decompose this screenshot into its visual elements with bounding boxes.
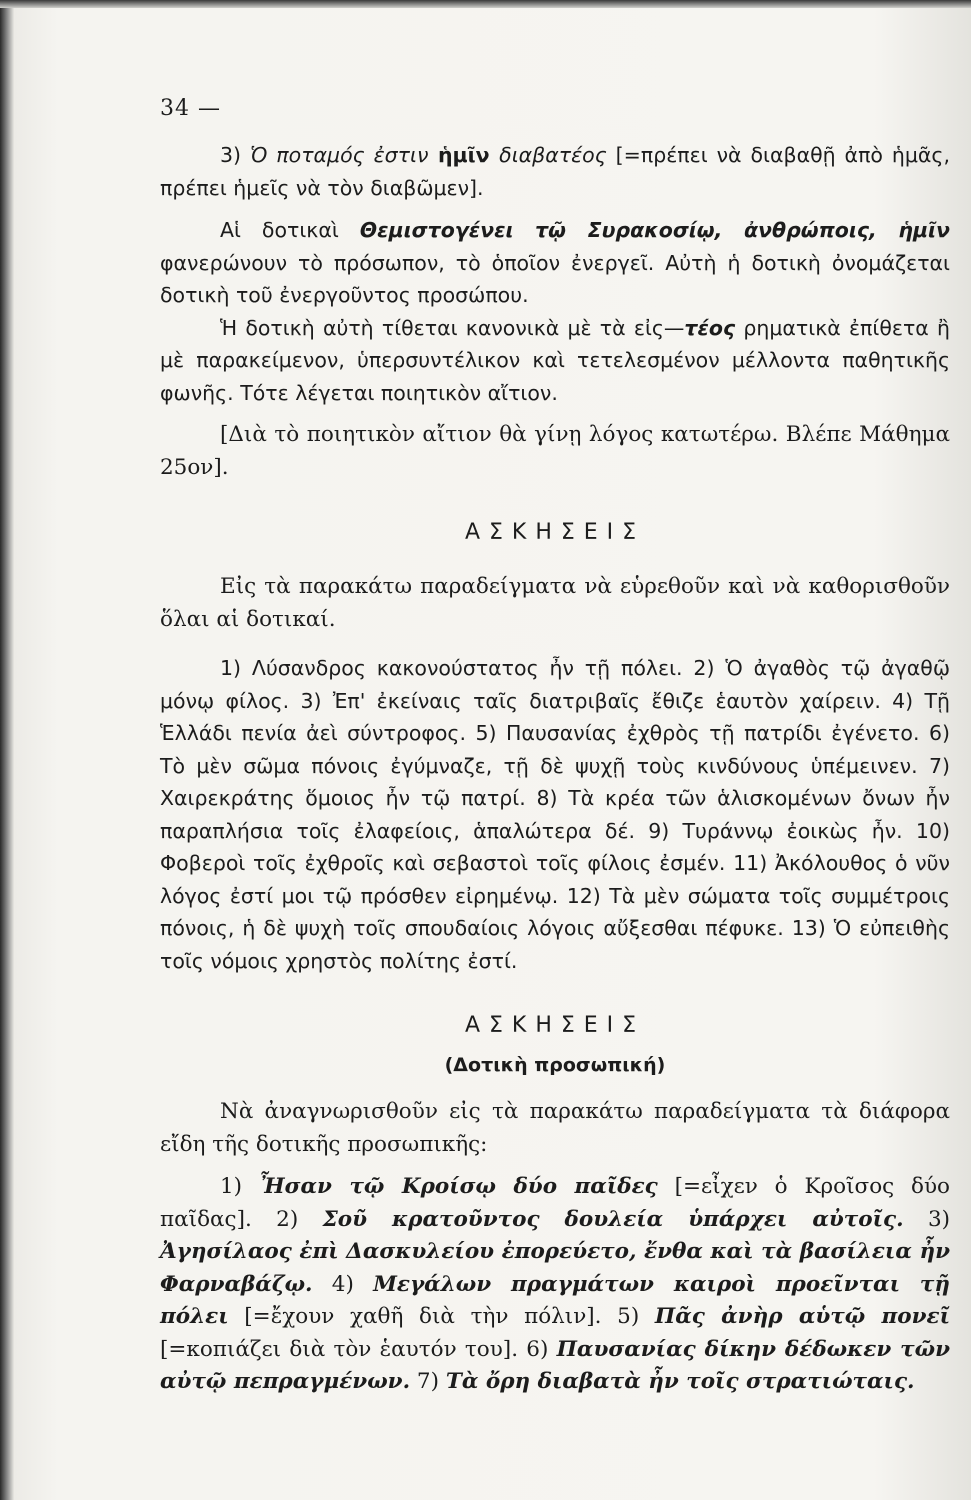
paragraph-dative-explanation bbox=[160, 214, 950, 312]
plain-text: ρηματικὰ ἐπίθετα ἢ μὲ παρακείμενον, ὑπερσυντέλικον καὶ τετελεσμένον μέλλοντα παθητικῆς φωνῆς. Τότε λέγεται ποιητικὸν αἴτιον. bbox=[160, 315, 950, 405]
item-number: 3) bbox=[220, 143, 250, 167]
bold-italic-text: Πᾶς ἀνὴρ αὑτῷ πονεῖ bbox=[654, 1304, 950, 1329]
exercise-examples: 1) Λύσανδρος κακονούστατος ἦν τῇ πόλει. 2) Ὁ ἀγαθὸς τῷ ἀγαθῷ μόνῳ φίλος. 3) Ἐπ' ἐκείναις ταῖς διατριβαῖς ἔθιζε ἑαυτὸν χαίρειν. 4) Τῇ Ἑλλάδι πενία ἀεὶ σύντροφος. 5) Παυσανίας ἐχθρὸς τῇ πατρίδι ἐγένετο. 6) Τὸ μὲν σῶμα πόνοις ἐγύμναζε, τῇ δὲ ψυχῇ τοὺς κινδύνους ὑπέμεινεν. 7) Χαιρεκράτης ὅμοιος ἦν τῷ πατρί. 8) Τὰ κρέα τῶν ἁλισκομένων ὄνων ἦν παραπλήσια τοῖς ἐλαφείοις, ἁπαλώτερα δέ. 9) Τυράννῳ ἐοικὼς ἦν. 10) Φοβεροὶ τοῖς ἐχθροῖς καὶ σεβαστοὶ τοῖς φίλοις ἐσμέν. 11) Ἀκόλουθος ὁ νῦν λόγος ἐστί μοι τῷ πρόσθεν εἰρημένῳ. 12) Τὰ μὲν σώματα τοῖς συμμέτροις πόνοις, ἡ δὲ ψυχὴ τοῖς σπουδαίοις λόγοις αὔξεσθαι πέφυκε. 13) Ὁ εὐπειθὴς τοῖς νόμοις χρηστὸς πολίτης ἐστί. bbox=[160, 656, 950, 973]
bold-italic-text: τέος bbox=[684, 315, 736, 340]
bold-italic-text: Τὰ ὄρη διαβατὰ ἦν τοῖς στρατιώταις. bbox=[445, 1369, 915, 1394]
page-edge-shadow bbox=[0, 0, 14, 1500]
item-number: 1) bbox=[220, 1174, 259, 1199]
exercise-instruction: Εἰς τὰ παρακάτω παραδείγματα νὰ εὑρεθοῦν καὶ νὰ καθορισθοῦν ὅλαι αἱ δοτικαί. bbox=[160, 574, 950, 632]
page-top-shadow bbox=[0, 0, 971, 8]
page-content bbox=[160, 96, 950, 1399]
italic-text: Ὁ ποταμός ἐστιν bbox=[249, 143, 429, 167]
bold-italic-text: Παυσανίας δίκην δέδωκεν τῶν αὐτῷ πεπραγμένων. bbox=[160, 1336, 950, 1394]
paragraph-example-3 bbox=[160, 139, 950, 204]
exercises-heading-2: ΑΣΚΗΣΕΙΣ bbox=[464, 1013, 646, 1038]
plain-text: 7) bbox=[410, 1369, 446, 1394]
plain-text: φανερώνουν τὸ πρόσωπον, τὸ ὁποῖον ἐνεργεῖ. Αὐτὴ ἡ δοτικὴ ὀνομάζεται δοτικὴ τοῦ ἐνεργοῦντος προσώπου. bbox=[160, 250, 950, 307]
bold-italic-text: Ἀγησίλαος ἐπὶ Δασκυλείου ἐπορεύετο, ἔνθα καὶ τὰ βασίλεια ἦν Φαρναβάζῳ. bbox=[160, 1239, 950, 1297]
paragraph-reference-note: [Διὰ τὸ ποιητικὸν αἴτιον θὰ γίνῃ λόγος κατωτέρω. Βλέπε Μάθημα 25ον]. bbox=[160, 422, 950, 480]
exercise-2-instruction: Νὰ ἀναγνωρισθοῦν εἰς τὰ παρακάτω παραδείγματα τὰ διάφορα εἴδη τῆς δοτικῆς προσωπικῆς: bbox=[160, 1099, 950, 1157]
bold-italic-text: Θεμιστογένει τῷ Συρακοσίῳ, ἀνθρώποις, ἡμῖν bbox=[359, 218, 950, 242]
exercises-heading: ΑΣΚΗΣΕΙΣ bbox=[464, 520, 646, 545]
plain-text: 4) bbox=[312, 1271, 374, 1297]
bold-italic-text: Μεγάλων πραγμάτων καιροὶ προεῖνται τῇ πόλει bbox=[160, 1271, 950, 1329]
bold-italic-text: Ἦσαν τῷ Κροίσῳ δύο παῖδες bbox=[258, 1174, 658, 1199]
plain-text: 3) bbox=[903, 1206, 951, 1232]
italic-text: διαβατέος bbox=[499, 143, 607, 167]
plain-text: Αἱ δοτικαὶ bbox=[220, 218, 360, 242]
plain-text: [=εἶχεν ὁ Κροῖσος δύο παῖδας]. 2) bbox=[160, 1174, 950, 1232]
plain-text: [=κοπιάζει διὰ τὸν ἑαυτόν του]. 6) bbox=[160, 1336, 557, 1362]
exercises-subheading: (Δοτικὴ προσωπική) bbox=[444, 1054, 666, 1076]
plain-text: [=ἔχουν χαθῆ διὰ τὴν πόλιν]. 5) bbox=[228, 1304, 655, 1329]
exercise-2-examples bbox=[160, 1171, 950, 1399]
bold-text: ἡμῖν bbox=[428, 143, 500, 167]
page-number: 34 — bbox=[160, 96, 221, 121]
plain-text: Ἡ δοτικὴ αὐτὴ τίθεται κανονικὰ μὲ τὰ εἰς— bbox=[220, 315, 685, 340]
plain-text: [=πρέπει νὰ διαβαθῇ ἀπὸ ἡμᾶς, πρέπει ἡμεῖς νὰ τὸν διαβῶμεν]. bbox=[160, 143, 950, 200]
paragraph-dative-usage bbox=[160, 312, 950, 410]
bold-italic-text: Σοῦ κρατοῦντος δουλεία ὑπάρχει αὐτοῖς. bbox=[322, 1206, 904, 1232]
